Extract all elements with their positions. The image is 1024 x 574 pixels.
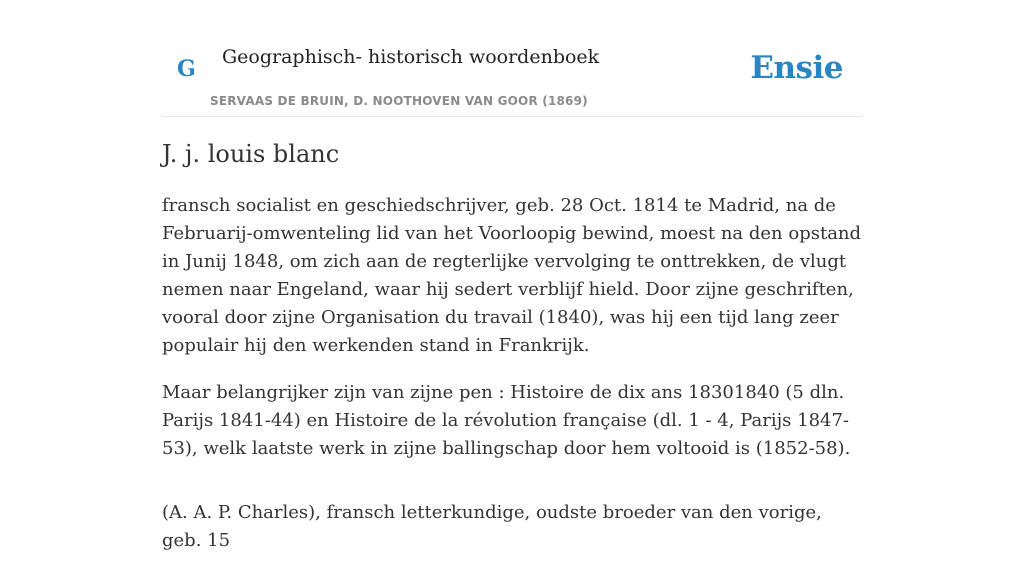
page — [162, 0, 862, 551]
book-letter-badge[interactable]: G — [177, 56, 196, 82]
entry-paragraph: fransch socialist en geschiedschrijver, geb. 28 Oct. 1814 te Madrid, na de Februarij-omwenteling lid van het Voorloopig bewind, moest na den opstand in Junij 1848, om zich aan de regterlijke vervolging te onttrekken, de vlugt nemen naar Engeland, waar hij sedert verblijf hield. Door zijne geschriften, vooral door zijne Organisation du travail (1840), was hij een tijd lang zeer populair hij den werkenden stand in Frankrijk. — [162, 195, 862, 356]
entry-title: J. j. louis blanc — [162, 140, 340, 168]
entry-paragraph: Maar belangrijker zijn van zijne pen : Histoire de dix ans 18301840 (5 dln. Parijs 1841-44) en Histoire de la révolution française (dl. 1 - 4, Parijs 1847-53), welk laatste werk in zijne ballingschap door hem voltooid is (1852-58). — [162, 382, 851, 459]
entry-body — [162, 192, 862, 574]
ensie-logo[interactable]: Ensie — [750, 50, 843, 86]
book-title-link[interactable]: Geographisch- historisch woordenboek — [222, 46, 600, 68]
book-header — [162, 0, 862, 117]
entry-paragraph: (A. A. P. Charles), fransch letterkundige, oudste broeder van den vorige, geb. 15 — [162, 502, 822, 551]
book-author: SERVAAS DE BRUIN, D. NOOTHOVEN VAN GOOR (1869) — [210, 94, 588, 108]
